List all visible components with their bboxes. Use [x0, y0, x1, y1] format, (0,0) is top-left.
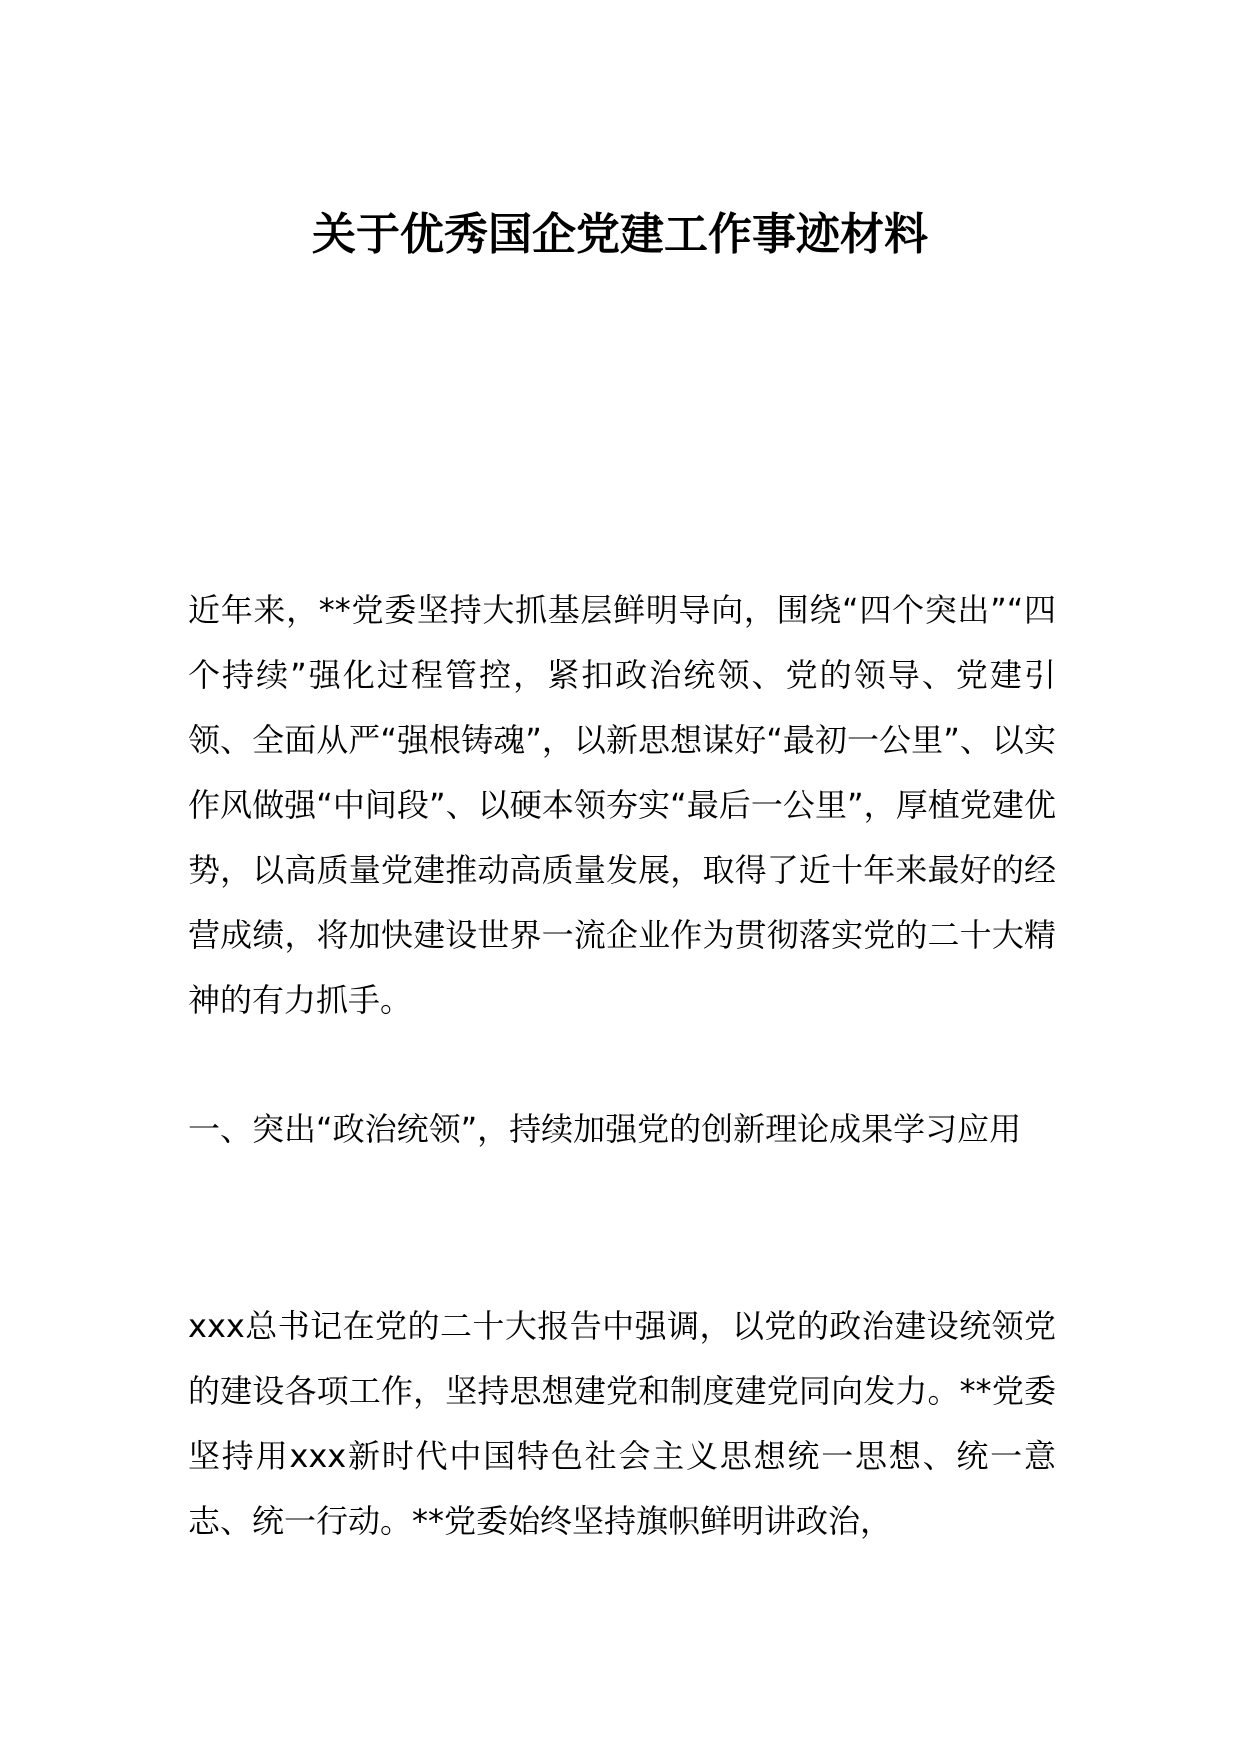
intro-paragraph: 近年来，**党委坚持大抓基层鲜明导向，围绕“四个突出”“四个持续”强化过程管控，紧扣政治统领、党的领导、党建引领、全面从严“强根铸魂”，以新思想谋好“最初一公里”、以实作风做强“中间段”、以硬本领夯实“最后一公里”，厚植党建优势，以高质量党建推动高质量发展，取得了近十年来最好的经营成绩，将加快建设世界一流企业作为贯彻落实党的二十大精神的有力抓手。	[188, 591, 1056, 1019]
document-title: 关于优秀国企党建工作事迹材料	[312, 209, 928, 260]
section-heading: 一、突出“政治统领”，持续加强党的创新理论成果学习应用	[188, 1110, 1022, 1148]
body-paragraph: xxx总书记在党的二十大报告中强调，以党的政治建设统领党的建设各项工作，坚持思想建党和制度建党同向发力。**党委坚持用xxx新时代中国特色社会主义思想统一思想、统一意志、统一行动。**党委始终坚持旗帜鲜明讲政治，	[188, 1307, 1056, 1540]
